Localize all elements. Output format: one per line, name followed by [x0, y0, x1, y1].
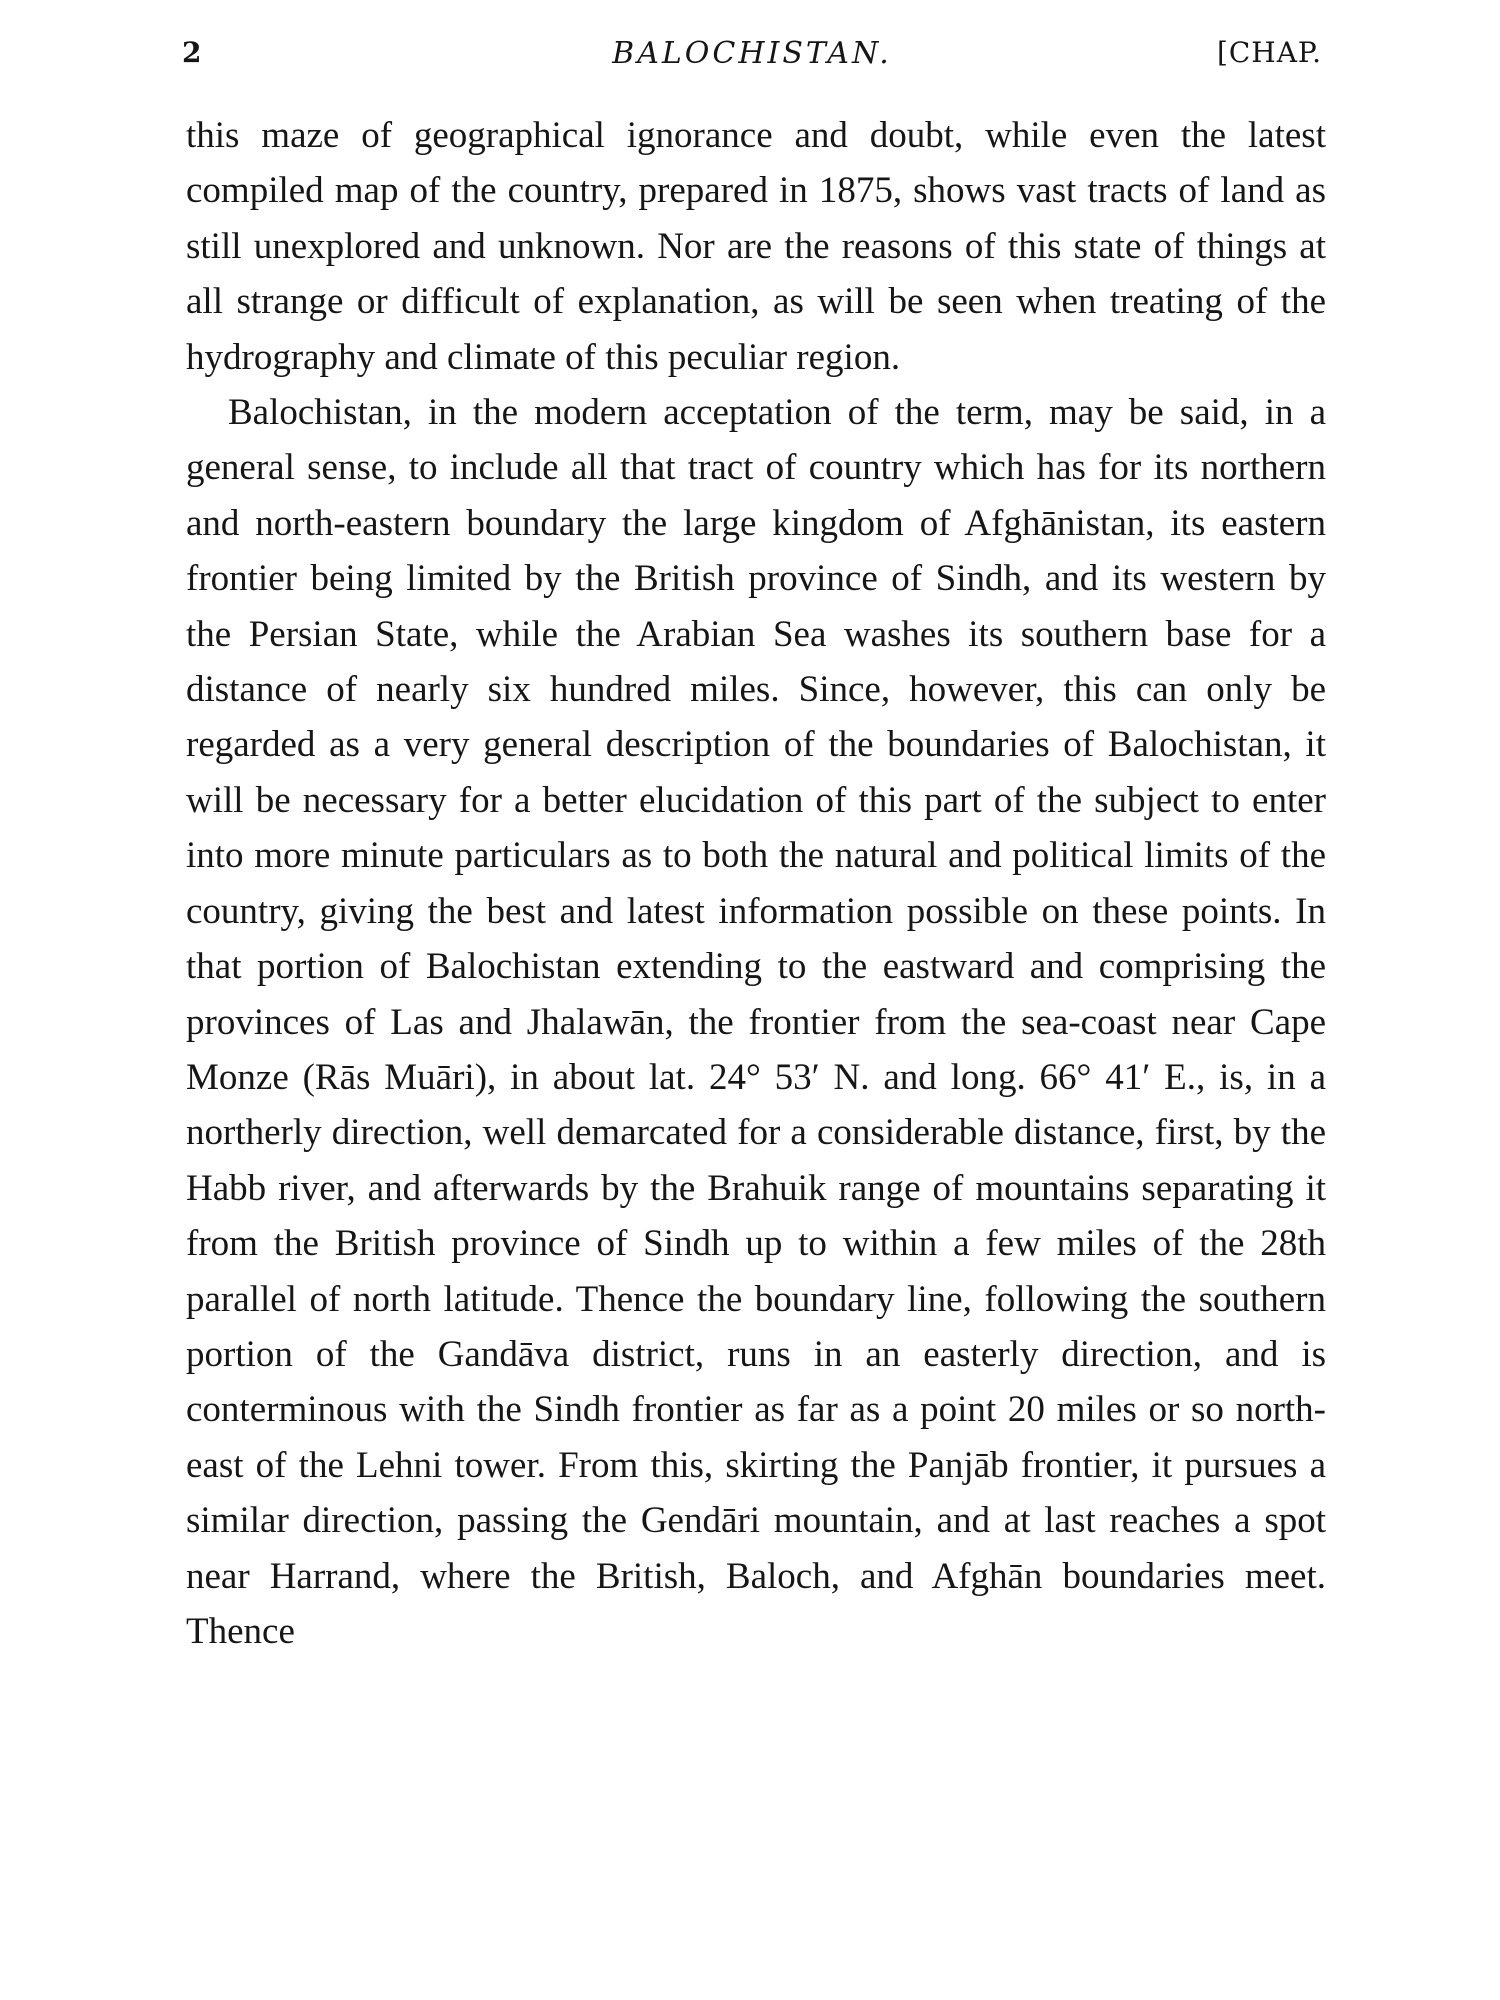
page-number: 2	[182, 36, 202, 69]
running-head	[182, 36, 1322, 76]
paragraph-continued: this maze of geographical ignorance and doubt, while even the latest compiled map of the country, prepared in 1875, shows vast tracts of land as still unexplored and unknown. Nor are the reasons of this state of things at all strange or difficult of explanation, as will be seen when treating of the hydrography and climate of this peculiar region.	[186, 115, 1326, 378]
body-text	[186, 108, 1326, 1659]
paragraph-boundaries: Balochistan, in the modern acceptation of the term, may be said, in a general sense, to include all that tract of country which has for its northern and north-eastern boundary the large kingdom of Afghānistan, its eastern frontier being limited by the British province of Sindh, and its western by the Persian State, while the Arabian Sea washes its southern base for a distance of nearly six hundred miles. Since, however, this can only be regarded as a very general description of the boundaries of Balochistan, it will be necessary for a better elucidation of this part of the subject to enter into more minute particulars as to both the natural and political limits of the country, giving the best and latest information possible on these points. In that portion of Balochistan extending to the eastward and comprising the provinces of Las and Jhalawān, the frontier from the sea-coast near Cape Monze (Rās Muāri), in about lat. 24° 53′ N. and long. 66° 41′ E., is, in a northerly direction, well demarcated for a considerable distance, first, by the Habb river, and afterwards by the Brahuik range of mountains separating it from the British province of Sindh up to within a few miles of the 28th parallel of north latitude. Thence the boundary line, following the southern portion of the Gandāva district, runs in an easterly direction, and is conterminous with the Sindh frontier as far as a point 20 miles or so north-east of the Lehni tower. From this, skirting the Panjāb frontier, it pursues a similar direction, passing the Gendāri mountain, and at last reaches a spot near Harrand, where the British, Baloch, and Afghān boundaries meet. Thence	[186, 392, 1326, 1652]
running-title: BALOCHISTAN.	[612, 36, 892, 71]
chapter-marker: [CHAP.	[1216, 36, 1322, 69]
